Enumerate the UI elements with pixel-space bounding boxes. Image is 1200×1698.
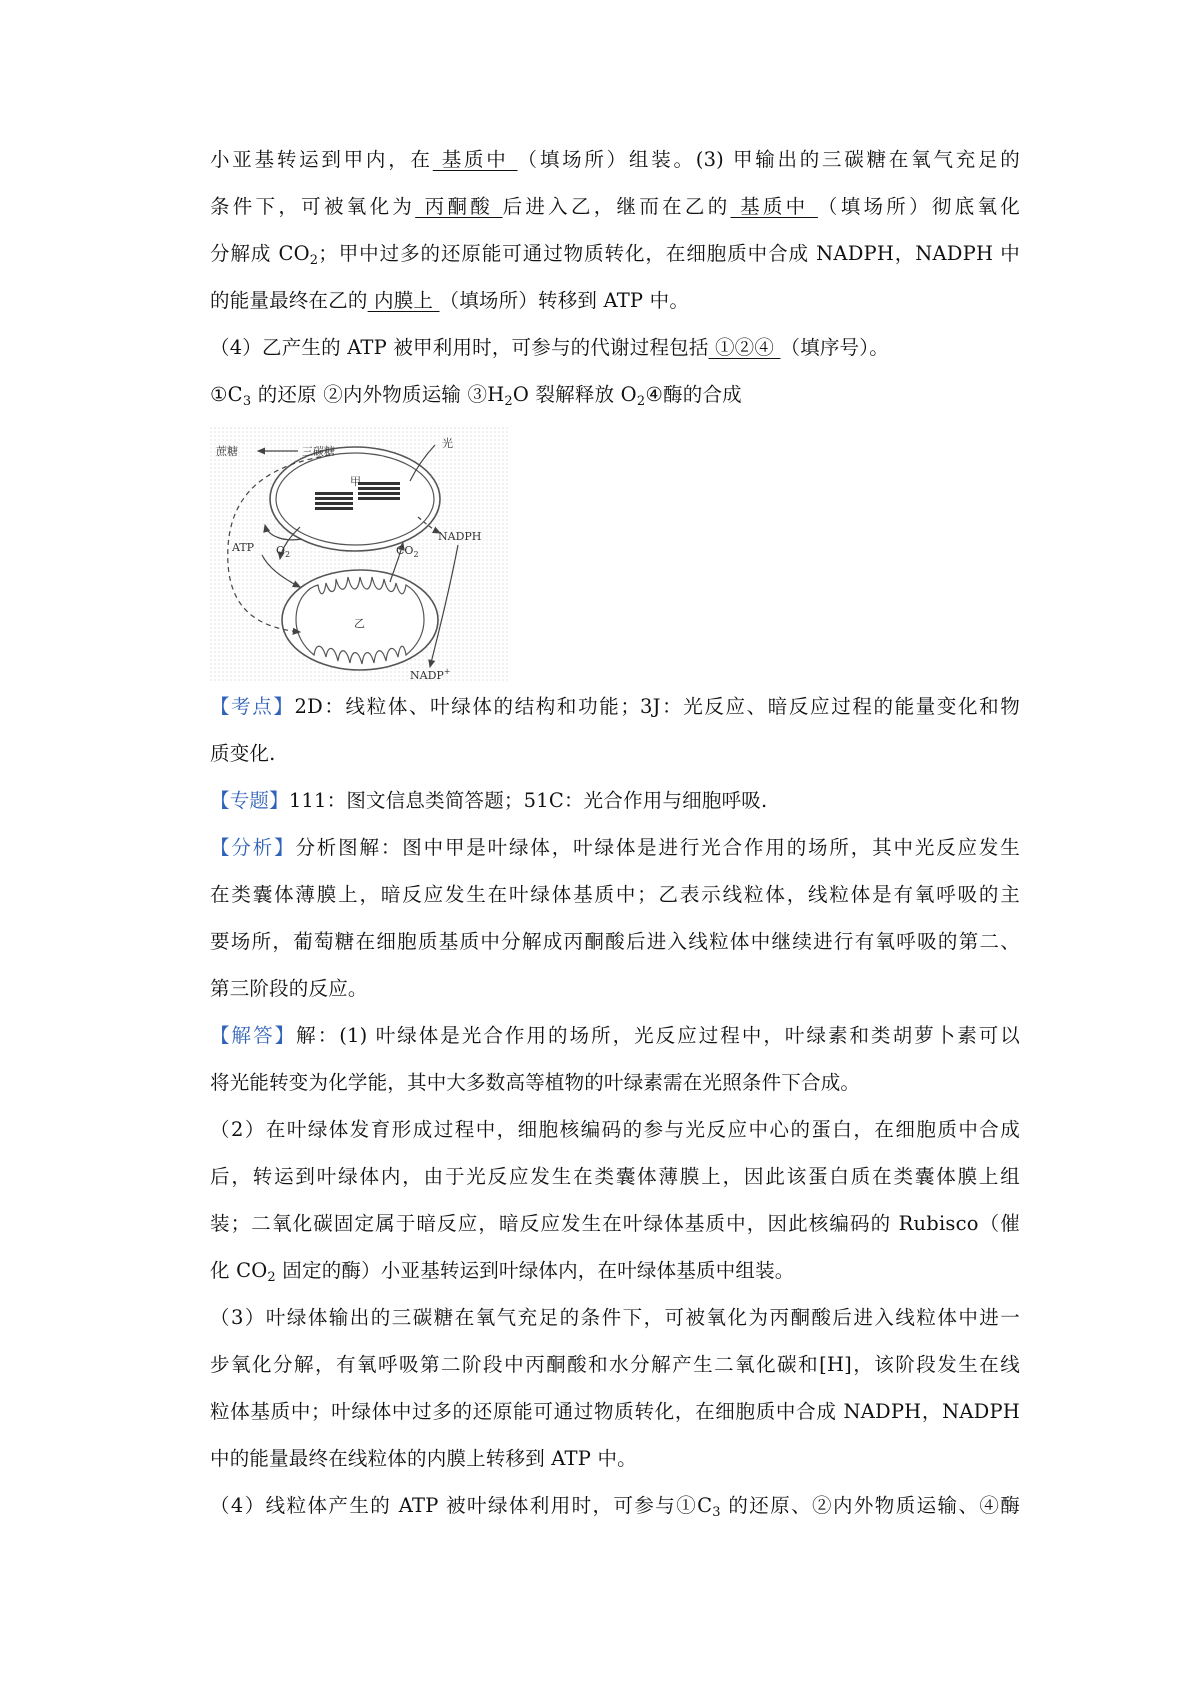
text-run: （2）在叶绿体发育形成过程中，细胞核编码的参与光反应中心的蛋白，在细胞质中合成 xyxy=(210,1118,1020,1141)
label-jia: 甲 xyxy=(350,475,361,488)
label-yi: 乙 xyxy=(354,617,365,630)
text-line xyxy=(210,239,1020,269)
subscript: 3 xyxy=(712,1505,721,1520)
answer-blank: 基质中 xyxy=(432,148,518,171)
text-run: 111：图文信息类简答题；51C：光合作用与细胞呼吸. xyxy=(288,789,768,812)
document-content xyxy=(210,145,1020,1538)
analysis-block xyxy=(210,692,1020,1521)
text-run: 质变化. xyxy=(210,742,276,765)
text-line xyxy=(210,1209,1020,1239)
text-line xyxy=(210,333,1020,363)
text-run: 固定的酶）小亚基转运到叶绿体内，在叶绿体基质中组装。 xyxy=(275,1259,795,1282)
text-line xyxy=(210,1162,1020,1192)
text-run: 步氧化分解，有氧呼吸第二阶段中丙酮酸和水分解产生二氧化碳和[H]，该阶段发生在线 xyxy=(210,1353,1020,1376)
text-run: 化 CO xyxy=(210,1259,268,1282)
answer-block xyxy=(210,145,1020,410)
text-run: （3）叶绿体输出的三碳糖在氧气充足的条件下，可被氧化为丙酮酸后进入线粒体中进一 xyxy=(210,1306,1020,1329)
text-run: 后，转运到叶绿体内，由于光反应发生在类囊体薄膜上，因此该蛋白质在类囊体膜上组 xyxy=(210,1165,1020,1188)
text-run: 粒体基质中；叶绿体中过多的还原能可通过物质转化，在细胞质中合成 NADPH，NADPH xyxy=(210,1400,1020,1423)
label-nadp: NADP+ xyxy=(410,667,451,682)
chloroplast-outer-membrane xyxy=(270,447,440,551)
text-run: 解：(1) 叶绿体是光合作用的场所，光反应过程中，叶绿素和类胡萝卜素可以 xyxy=(296,1024,1020,1047)
answer-blank: 基质中 xyxy=(730,195,818,218)
label-o2: $O_2$ xyxy=(276,544,291,559)
text-run: （填场所）组装。(3) 甲输出的三碳糖在氧气充足的 xyxy=(517,148,1020,171)
text-run: 在类囊体薄膜上，暗反应发生在叶绿体基质中；乙表示线粒体，线粒体是有氧呼吸的主 xyxy=(210,883,1020,906)
text-run: （4）乙产生的 ATP 被甲利用时，可参与的代谢过程包括 xyxy=(210,336,709,359)
text-line xyxy=(210,1350,1020,1380)
answer-blank: 内膜上 xyxy=(367,289,440,312)
text-line xyxy=(210,1256,1020,1286)
text-line xyxy=(210,1397,1020,1427)
text-run: 后进入乙，继而在乙的 xyxy=(502,195,731,218)
text-run: （填场所）转移到 ATP 中。 xyxy=(439,289,690,312)
section-tag: 【专题】 xyxy=(210,789,289,812)
text-run: 第三阶段的反应。 xyxy=(210,977,368,1000)
text-run: 分析图解：图中甲是叶绿体，叶绿体是进行光合作用的场所，其中光反应发生 xyxy=(295,836,1020,859)
text-line xyxy=(210,880,1020,910)
section-tag: 【分析】 xyxy=(210,836,296,859)
label-triose: 三碳糖 xyxy=(302,445,335,458)
answer-blank: 丙酮酸 xyxy=(415,195,503,218)
text-run: 小亚基转运到甲内，在 xyxy=(210,148,433,171)
label-co2: $CO_2$ xyxy=(396,544,419,559)
section-tag: 【考点】 xyxy=(210,695,295,718)
text-run: 装；二氧化碳固定属于暗反应，暗反应发生在叶绿体基质中，因此核编码的 Rubisco（催 xyxy=(210,1212,1020,1235)
text-line xyxy=(210,1303,1020,1333)
text-run: 的还原、②内外物质运输、④酶 xyxy=(720,1494,1020,1517)
text-run: 要场所，葡萄糖在细胞质基质中分解成丙酮酸后进入线粒体中继续进行有氧呼吸的第二、 xyxy=(210,930,1020,953)
text-run: ④酶的合成 xyxy=(645,383,742,406)
subscript: 2 xyxy=(636,394,646,409)
text-run: 2D：线粒体、叶绿体的结构和功能；3J：光反应、暗反应过程的能量变化和物 xyxy=(294,695,1020,718)
text-line xyxy=(210,1021,1020,1051)
text-run: 中的能量最终在线粒体的内膜上转移到 ATP 中。 xyxy=(210,1447,637,1470)
text-line xyxy=(210,739,1020,769)
text-line xyxy=(210,1444,1020,1474)
text-line xyxy=(210,927,1020,957)
text-run: （填场所）彻底氧化 xyxy=(817,195,1020,218)
label-atp: ATP xyxy=(232,541,255,554)
text-run: 分解成 CO xyxy=(210,242,310,265)
text-line xyxy=(210,833,1020,863)
text-line xyxy=(210,380,1020,410)
text-line xyxy=(210,1115,1020,1145)
text-line xyxy=(210,786,1020,816)
subscript: 3 xyxy=(242,394,252,409)
text-run: ①C xyxy=(210,383,243,406)
label-nadph: NADPH xyxy=(438,530,482,543)
text-run: （4）线粒体产生的 ATP 被叶绿体利用时，可参与①C xyxy=(210,1494,713,1517)
subscript: 2 xyxy=(309,253,319,268)
label-light: 光 xyxy=(442,437,453,450)
label-sucrose: 蔗糖 xyxy=(216,445,238,458)
text-run: ；甲中过多的还原能可通过物质转化，在细胞质中合成 NADPH，NADPH 中 xyxy=(318,242,1020,265)
text-line xyxy=(210,192,1020,222)
text-line xyxy=(210,974,1020,1004)
text-run: 的还原 ②内外物质运输 ③H xyxy=(251,383,505,406)
text-line xyxy=(210,692,1020,722)
text-run: 将光能转变为化学能，其中大多数高等植物的叶绿素需在光照条件下合成。 xyxy=(210,1071,861,1094)
answer-blank: ①②④ xyxy=(708,336,781,359)
text-line xyxy=(210,145,1020,175)
text-run: 的能量最终在乙的 xyxy=(210,289,368,312)
text-run: O 裂解释放 O xyxy=(512,383,637,406)
text-line xyxy=(210,1068,1020,1098)
text-line xyxy=(210,1491,1020,1521)
organelle-diagram xyxy=(210,427,510,682)
text-run: 条件下，可被氧化为 xyxy=(210,195,416,218)
subscript: 2 xyxy=(267,1270,276,1285)
text-run: （填序号）。 xyxy=(780,336,889,359)
subscript: 2 xyxy=(504,394,513,409)
section-tag: 【解答】 xyxy=(210,1024,297,1047)
text-line xyxy=(210,286,1020,316)
